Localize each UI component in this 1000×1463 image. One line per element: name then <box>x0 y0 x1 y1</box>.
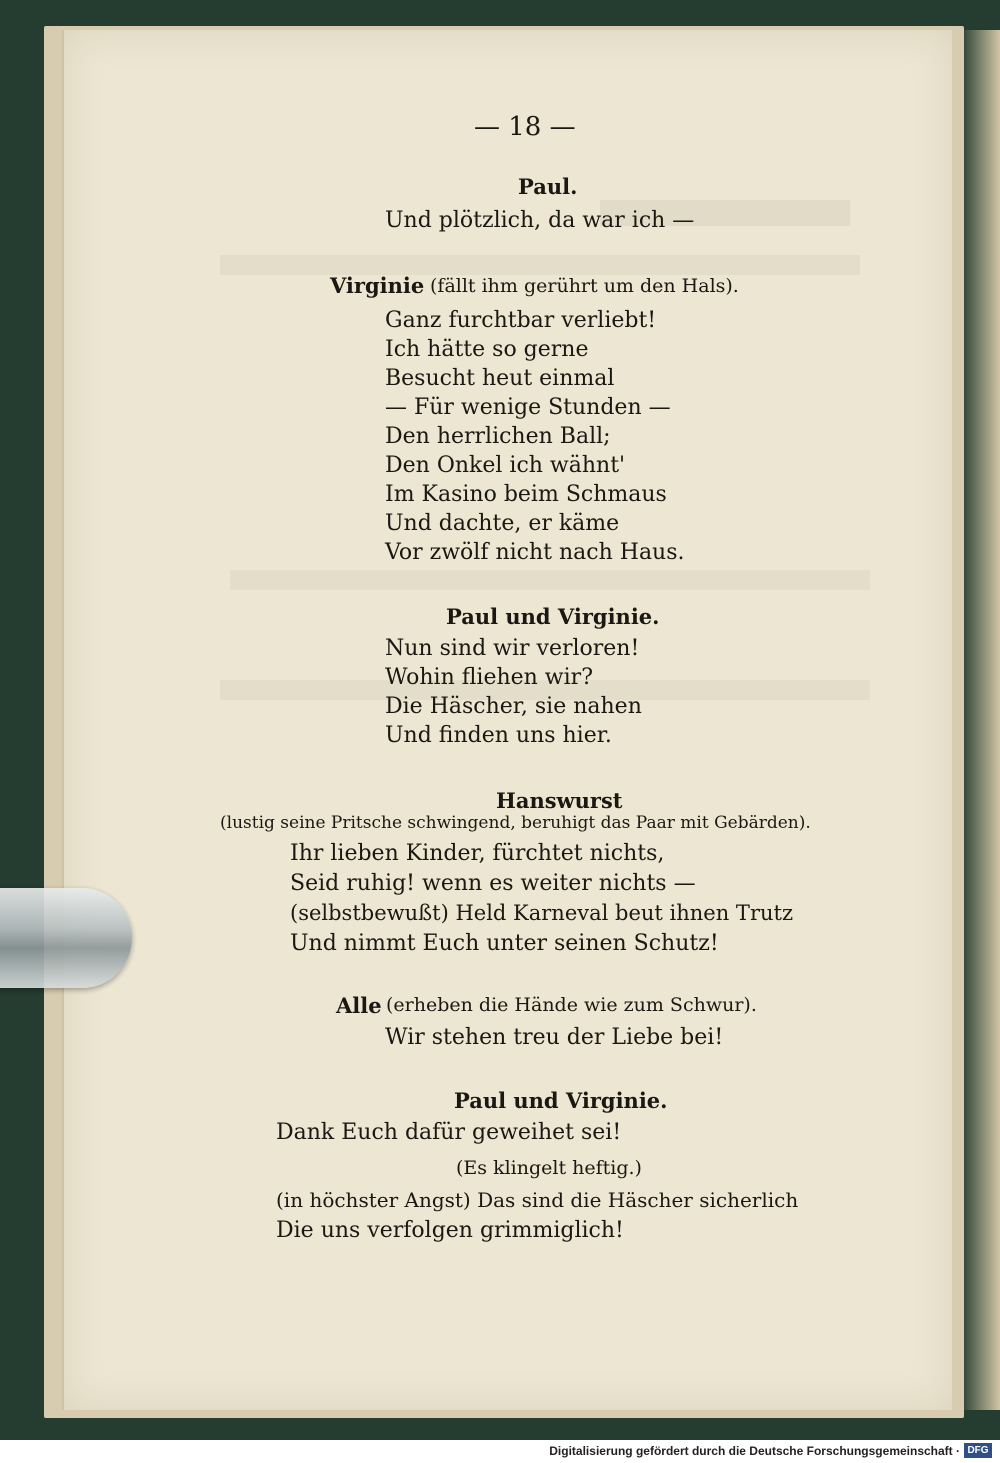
verse-line: Wir stehen treu der Liebe bei! <box>385 1025 724 1050</box>
verse-line: Ganz furchtbar verliebt! <box>385 308 657 333</box>
verse-line: Dank Euch dafür geweihet sei! <box>276 1120 622 1145</box>
verse-line: Ich hätte so gerne <box>385 337 589 362</box>
verse-line: Und plötzlich, da war ich — <box>385 208 695 233</box>
speaker-paul: Paul. <box>518 174 578 199</box>
verse-line: Die Häscher, sie nahen <box>385 694 642 719</box>
verse-line: Die uns verfolgen grimmiglich! <box>276 1218 624 1243</box>
verse-line: Nun sind wir verloren! <box>385 636 640 661</box>
verse-line: Im Kasino beim Schmaus <box>385 482 667 507</box>
page-number: — 18 — <box>474 112 576 142</box>
show-through-mark <box>220 255 860 275</box>
speaker-hanswurst: Hanswurst <box>496 788 623 813</box>
stage-direction: (Es klingelt heftig.) <box>456 1157 642 1179</box>
page-clip <box>0 888 132 988</box>
verse-line: — Für wenige Stunden — <box>385 395 671 420</box>
verse-line: Vor zwölf nicht nach Haus. <box>385 540 685 565</box>
funding-credit: Digitalisierung gefördert durch die Deutsche Forschungsgemeinschaft · <box>549 1444 960 1458</box>
stage-direction: (lustig seine Pritsche schwingend, beruhigt das Paar mit Gebärden). <box>220 813 811 833</box>
show-through-mark <box>230 570 870 590</box>
footer-bar <box>0 1440 1000 1463</box>
stage-direction: (erheben die Hände wie zum Schwur). <box>386 994 757 1016</box>
verse-line: Und dachte, er käme <box>385 511 620 536</box>
verse-line: Den herrlichen Ball; <box>385 424 611 449</box>
verse-line: Ihr lieben Kinder, fürchtet nichts, <box>290 841 665 866</box>
verse-line: Den Onkel ich wähnt' <box>385 453 626 478</box>
verse-line: Und nimmt Euch unter seinen Schutz! <box>290 931 719 956</box>
speaker-alle: Alle <box>336 993 382 1018</box>
verse-line: Wohin fliehen wir? <box>385 665 593 690</box>
verse-line: (selbstbewußt) Held Karneval beut ihnen Trutz <box>290 901 794 925</box>
stage-direction: (fällt ihm gerührt um den Hals). <box>430 275 739 297</box>
page-edge <box>960 30 1000 1410</box>
verse-line: Und finden uns hier. <box>385 723 612 748</box>
verse-line: Seid ruhig! wenn es weiter nichts — <box>290 871 696 896</box>
speaker-paul-und-virginie: Paul und Virginie. <box>446 604 660 629</box>
speaker-virginie: Virginie <box>330 273 425 298</box>
speaker-paul-und-virginie: Paul und Virginie. <box>454 1088 668 1113</box>
verse-line: Besucht heut einmal <box>385 366 615 391</box>
verse-line: (in höchster Angst) Das sind die Häscher sicherlich <box>276 1188 799 1212</box>
dfg-logo: DFG <box>964 1443 992 1458</box>
